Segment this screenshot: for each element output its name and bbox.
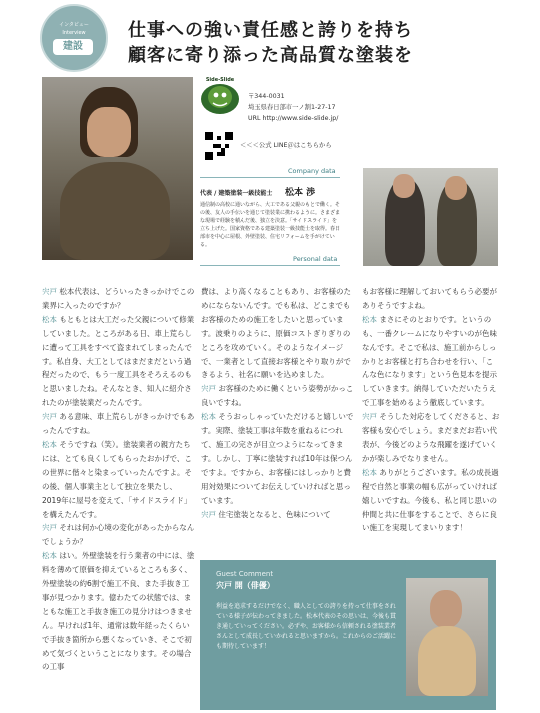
dialogue-line: 宍戸 住宅塗装となると、色味について [201,509,331,519]
personal-role: 代表 / 建築塗装一級技能士 [200,190,273,197]
guest-photo [406,578,488,696]
dialogue-line: 費は、より高くなることもあり、お客様のためにならないんです。でも私は、どこまでもお客様のための施工をしたいと思っています。波乗りのように、原価コストぎりぎりのところを攻めていく。そのようなイメージで、一業者として直接お客様とやり取りができるよう、社名に願いを込めました。 [201,287,351,380]
guest-comment: 利益を追求するだけでなく、職人としての誇りを持って仕事をされている様子が伝わってきました。松本代表のその思いは、今後も貫き通していってください。必ずや、お客様から信頼される塗装業者さんとして成長していかれると思いますから。これからのご活躍にも期待しています！ [216,603,397,650]
headline-line1: 仕事への強い責任感と誇りを持ち [128,20,413,41]
company-logo [196,77,244,119]
dialogue-line: 宍戸 そうした対応をしてくださると、お客様も安心でしょう。まだまだお若い代表が、今後どのような飛躍を遂げていくかが楽しみでなりません。 [362,412,500,463]
logo-text: Side-Slide [205,77,235,83]
dialogue-line: 松本 もともとは大工だった父親について修業していました。ところがある日、車上荒らしに遭って工具をすべて盗まれてしまったんです。私自身、大工としてはまだまだという過程だったので、もう一度工具をそろえるのもと思いましたね。そんなとき、知人に紹介されたのが塗装業だったんです。 [42,314,195,408]
dialogue-line: 宍戸 お客様のために働くという姿勢がかっこ良いですね。 [201,384,354,408]
guest-comment-box [200,560,496,710]
dialogue-line: 宍戸 ある意味、車上荒らしがきっかけでもあったんですね。 [42,412,195,436]
interview-badge [40,4,108,72]
dialogue-line: 松本 そうおっしゃっていただけると嬉しいです。実際、塗装工事は年数を重ねるにつれて、施工の完さが目立つようになってきます。しかし、丁寧に塗装すれば10年は保つんですよ。ですから、お客様にはしっかりと費用対効果についてお伝えしていければと思っています。 [201,412,354,505]
personal-data-label: Personal data [293,255,338,263]
dialogue-line: 松本 そうですね（笑）。塗装業者の親方たちには、とても良くしてもらったおかげで、この世界に偕々と染まっていったんですよ。その後、個人事業主として独立を果たし、2019年に屋号を変えて、「サイドスライド」を構えたんです。 [42,439,192,519]
interview-column-1 [42,285,196,674]
dialogue-line: 松本 はい。外壁塗装を行う業者の中には、塗料を薄めて原価を抑えているところも多く、外壁塗装の約6割で施工不良、また手抜き工事が見つかります。億わたての状態では、まともな施工と手抜き施工の見分けはつきません。早ければ1年、通常は数年経ったくらいで手抜き箇所から悪くなっていき、そこで初めて気づくということになります。その場合の工事 [42,551,195,672]
headline-line2: 顧客に寄り添った高品質な塗装を [128,45,413,66]
company-data-label: Company data [288,167,336,175]
personal-name: 松本 渉 [285,188,316,198]
company-address: 埼玉県春日部市一ノ割1-27-17 [248,104,336,111]
dialogue-line: 松本 ありがとうございます。私の成長過程で自然と事業の幅も広がっていければ嬉しいですね。今後も、私と同じ思いの仲間と共に仕事をすることで、さらに良い施工を実現してまいります！ [362,467,499,533]
dialogue-line: 宍戸 松本代表は、どういったきっかけでこの業界に入ったのですか？ [42,287,195,310]
dialogue-line: もお客様に理解しておいてもらう必要がありそうですよね。 [362,287,497,310]
company-postal: 〒344-0031 [248,93,285,100]
dialogue-line: 宍戸 それは何か心境の変化があったからなんでしょうか？ [42,523,195,547]
company-data-rule [200,177,340,178]
interview-column-3 [362,285,500,535]
guest-comment-label: Guest Comment [216,570,274,578]
dialogue-line: 松本 まさにそのとおりです。というのも、一番クレームになりやすいのが色味なんです。そこで私は、施工前からしっかりとお客様と打ち合わせを行い、「こんな色になります」という色見本を提示していきます。納得していただいたうえで工事を始めるよう徹底しています。 [362,314,497,408]
line-note[interactable]: ＜＜＜公式 LINE＠はこちらから [240,142,332,149]
interview-column-2 [201,285,355,521]
company-url[interactable]: URL http://www.side-slide.jp/ [248,115,339,122]
line-qr-code[interactable] [205,132,233,160]
badge-en-label: Interview [62,30,86,36]
badge-category: 建設 [53,39,93,55]
personal-bio: 通信制の高校に通いながら、大工である父親のもとで働く。その後、友人の手伝いを通じて塗装業に携わるように。さまざまな現場で経験を積んだ後、独立を決意。「サイドスライド」を立ち上げた。国家資格である建築塗装一級技能士を取得。春日部市を中心に屋根、外壁塗装、住宅リフォームを手がけている。 [200,202,341,248]
badge-jp-label: インタビュー [59,22,89,28]
personal-data-rule [200,265,340,266]
portrait-photo [42,77,193,260]
guest-name: 宍戸 開（俳優） [216,581,275,590]
two-men-photo [363,168,498,266]
